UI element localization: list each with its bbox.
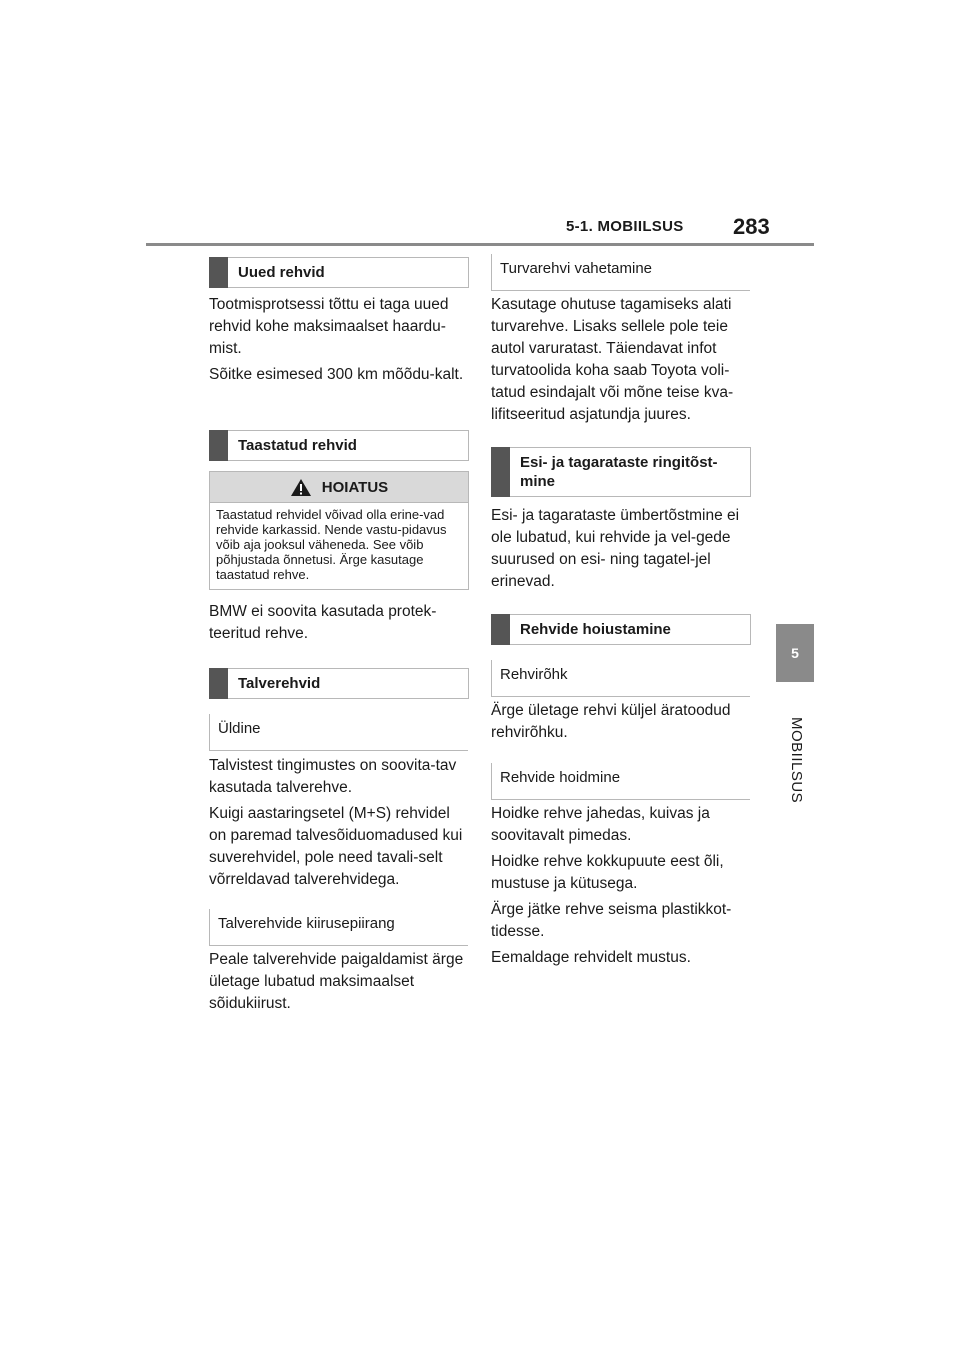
paragraph: Kasutage ohutuse tagamiseks alati turvarehve. Lisaks sellele pole teie autol varuratast. Täiendavat infot turvatoolida koha saab Toyota voli-tatud esindajalt või mõne teise kva-lifitseeritud asjatundja juures. [491, 296, 734, 423]
chapter-label: MOBIILSUS [788, 717, 805, 804]
heading-bar [491, 447, 510, 497]
chapter-tab: 5 [776, 624, 814, 682]
page-number: 283 [733, 214, 770, 239]
paragraph: Ärge jätke rehve seisma plastikkot-tidesse. [491, 901, 732, 940]
warning-title: HOIATUS [321, 478, 389, 496]
paragraph: Hoidke rehve kokkupuute eest õli, mustuse ja kütusega. [491, 853, 724, 892]
paragraph: Peale talverehvide paigaldamist ärge ületage lubatud maksimaalset sõidukiirust. [209, 951, 464, 1012]
paragraph: Sõitke esimesed 300 km mõõdu-kalt. [209, 366, 464, 383]
paragraph: Eemaldage rehvidelt mustus. [491, 949, 691, 966]
subheading-text: Üldine [218, 720, 261, 737]
paragraph: Ärge ületage rehvi küljel äratoodud rehvirõhku. [491, 702, 731, 741]
warning-box [209, 471, 469, 590]
heading-bar [209, 257, 228, 288]
warning-text: Taastatud rehvidel võivad olla erine-vad rehvide karkassid. Nende vastu-pidavus võib aja jooksul väheneda. See võib põhjustada õnnetusi. Ärge kasutage taastatud rehve. [216, 507, 447, 582]
paragraph: Talvistest tingimustes on soovita-tav kasutada talverehve. [209, 757, 457, 796]
heading-text: Talverehvid [238, 675, 321, 692]
subheading-turvarehvi [491, 254, 750, 291]
heading-bar [209, 430, 228, 461]
section-title: 5-1. MOBIILSUS [566, 218, 684, 235]
subheading-uldine [209, 714, 468, 751]
heading-taastatud-rehvid [209, 430, 469, 461]
paragraph: BMW ei soovita kasutada protek-teeritud rehve. [209, 603, 437, 642]
heading-text: Taastatud rehvid [238, 437, 357, 454]
heading-text: Uued rehvid [238, 264, 325, 281]
subheading-rehvirohk [491, 660, 750, 697]
subheading-kiirusepiirang [209, 909, 468, 946]
heading-ringitost [491, 447, 751, 497]
subheading-text: Turvarehvi vahetamine [500, 260, 653, 277]
heading-bar [491, 614, 510, 645]
paragraph: Hoidke rehve jahedas, kuivas ja soovitavalt pimedas. [491, 805, 710, 844]
subheading-text: Talverehvide kiirusepiirang [218, 915, 395, 932]
paragraph: Esi- ja tagarataste ümbertõstmine ei ole lubatud, kui rehvide ja vel-gede suurused on esi- ning tagatel-jel erinevad. [491, 507, 740, 590]
header-rule [146, 243, 814, 246]
heading-hoiustamine [491, 614, 751, 645]
subheading-text: Rehvirõhk [500, 666, 568, 683]
heading-talverehvid [209, 668, 469, 699]
heading-uued-rehvid [209, 257, 469, 288]
paragraph: Kuigi aastaringsetel (M+S) rehvidel on paremad talvesõiduomadused kui suverehvidel, pole need tavali-selt võrreldavad talverehvidega. [209, 805, 463, 888]
heading-text: Esi- ja tagarataste ringitõst-mine [520, 454, 718, 490]
heading-text: Rehvide hoiustamine [520, 621, 671, 638]
subheading-text: Rehvide hoidmine [500, 769, 621, 786]
paragraph: Tootmisprotsessi tõttu ei taga uued rehvid kohe maksimaalset haardu-mist. [209, 296, 449, 357]
subheading-hoidmine [491, 763, 750, 800]
warning-header [210, 472, 468, 503]
warning-triangle-icon [290, 478, 312, 497]
heading-bar [209, 668, 228, 699]
